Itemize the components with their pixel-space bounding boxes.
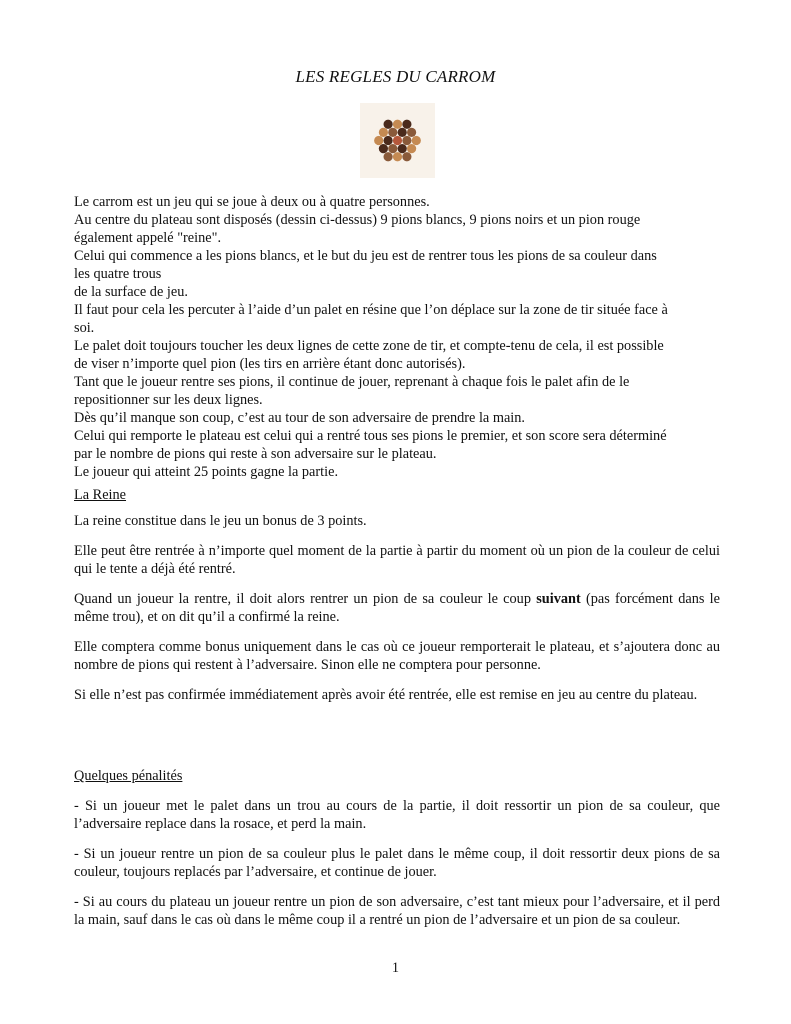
carrom-piece [384,152,393,161]
intro-line: Il faut pour cela les percuter à l’aide d’un palet en résine que l’on déplace sur la zone de tir située face à [74,302,668,318]
intro-line: de la surface de jeu. [74,284,188,300]
carrom-piece [402,120,411,129]
reine-paragraph-5: Si elle n’est pas confirmée immédiatement après avoir été rentrée, elle est remise en jeu au centre du plateau. [74,687,698,703]
intro-line: soi. [74,320,95,336]
carrom-piece [402,136,411,145]
reine-paragraph-4: Elle comptera comme bonus uniquement dans le cas où ce joueur remporterait le plateau, et s’ajoutera donc au nombre de pions qui restent à l’adversaire. Sinon elle ne comptera pour personne. [74,639,720,673]
carrom-piece [407,144,416,153]
carrom-piece [398,128,407,137]
intro-line: Celui qui commence a les pions blancs, et le but du jeu est de rentrer tous les pions de sa couleur dans [74,248,657,264]
intro-line: repositionner sur les deux lignes. [74,392,263,408]
carrom-piece [379,144,388,153]
carrom-piece [374,136,383,145]
intro-line: les quatre trous [74,266,162,282]
carrom-piece [388,128,397,137]
intro-text [74,193,720,481]
intro-line: Au centre du plateau sont disposés (dessin ci-dessus) 9 pions blancs, 9 pions noirs et un pion rouge [74,212,641,228]
intro-line: de viser n’importe quel pion (les tirs en arrière étant donc autorisés). [74,356,466,372]
intro-line: Le joueur qui atteint 25 points gagne la partie. [74,464,339,480]
penalite-paragraph-3: - Si au cours du plateau un joueur rentre un pion de son adversaire, c’est tant mieux pour l’adversaire, et il perd la main, sauf dans le cas où dans le même coup il a rentré un pion de l’adversaire et un pion de sa couleur. [74,894,720,928]
intro-line: Le carrom est un jeu qui se joue à deux ou à quatre personnes. [74,194,430,210]
carrom-piece [398,144,407,153]
carrom-piece [379,128,388,137]
penalite-paragraph-2: - Si un joueur rentre un pion de sa couleur plus le palet dans le même coup, il doit ressortir deux pions de sa couleur, toujours replacés par l’adversaire, et continue de jouer. [74,846,720,880]
carrom-piece [393,152,402,161]
intro-line: Tant que le joueur rentre ses pions, il continue de jouer, reprenant à chaque fois le palet afin de le [74,374,630,390]
carrom-piece [393,120,402,129]
section-heading-penalites: Quelques pénalités [74,768,183,784]
intro-line: Celui qui remporte le plateau est celui qui a rentré tous ses pions le premier, et son score sera déterminé [74,428,667,444]
carrom-piece [407,128,416,137]
intro-line: Dès qu’il manque son coup, c’est au tour de son adversaire de prendre la main. [74,410,525,426]
document-title: LES REGLES DU CARROM [295,67,496,86]
carrom-piece [402,152,411,161]
intro-line: Le palet doit toujours toucher les deux lignes de cette zone de tir, et compte-tenu de cela, il est possible [74,338,664,354]
carrom-piece [384,136,393,145]
carrom-piece [412,136,421,145]
reine-paragraph-3: Quand un joueur la rentre, il doit alors rentrer un pion de sa couleur le coup suivant (pas forcément dans le même trou), et on dit qu’il a confirmé la reine. [74,591,720,625]
intro-line: également appelé "reine". [74,230,222,246]
reine-paragraph-2: Elle peut être rentrée à n’importe quel moment de la partie à partir du moment où un pion de la couleur de celui qui le tente a déjà été rentré. [74,543,720,577]
section-heading-reine: La Reine [74,487,127,503]
queen-piece [393,136,402,145]
carrom-pieces-icon [360,103,435,178]
reine-paragraph-1: La reine constitue dans le jeu un bonus de 3 points. [74,513,367,529]
page-number: 1 [391,960,400,976]
intro-line: par le nombre de pions qui reste à son adversaire sur le plateau. [74,446,437,462]
bold-word: suivant [536,591,581,607]
penalite-paragraph-1: - Si un joueur met le palet dans un trou au cours de la partie, il doit ressortir un pion de sa couleur, que l’adversaire replace dans la rosace, et perd la main. [74,798,720,832]
carrom-piece [384,120,393,129]
carrom-piece [388,144,397,153]
